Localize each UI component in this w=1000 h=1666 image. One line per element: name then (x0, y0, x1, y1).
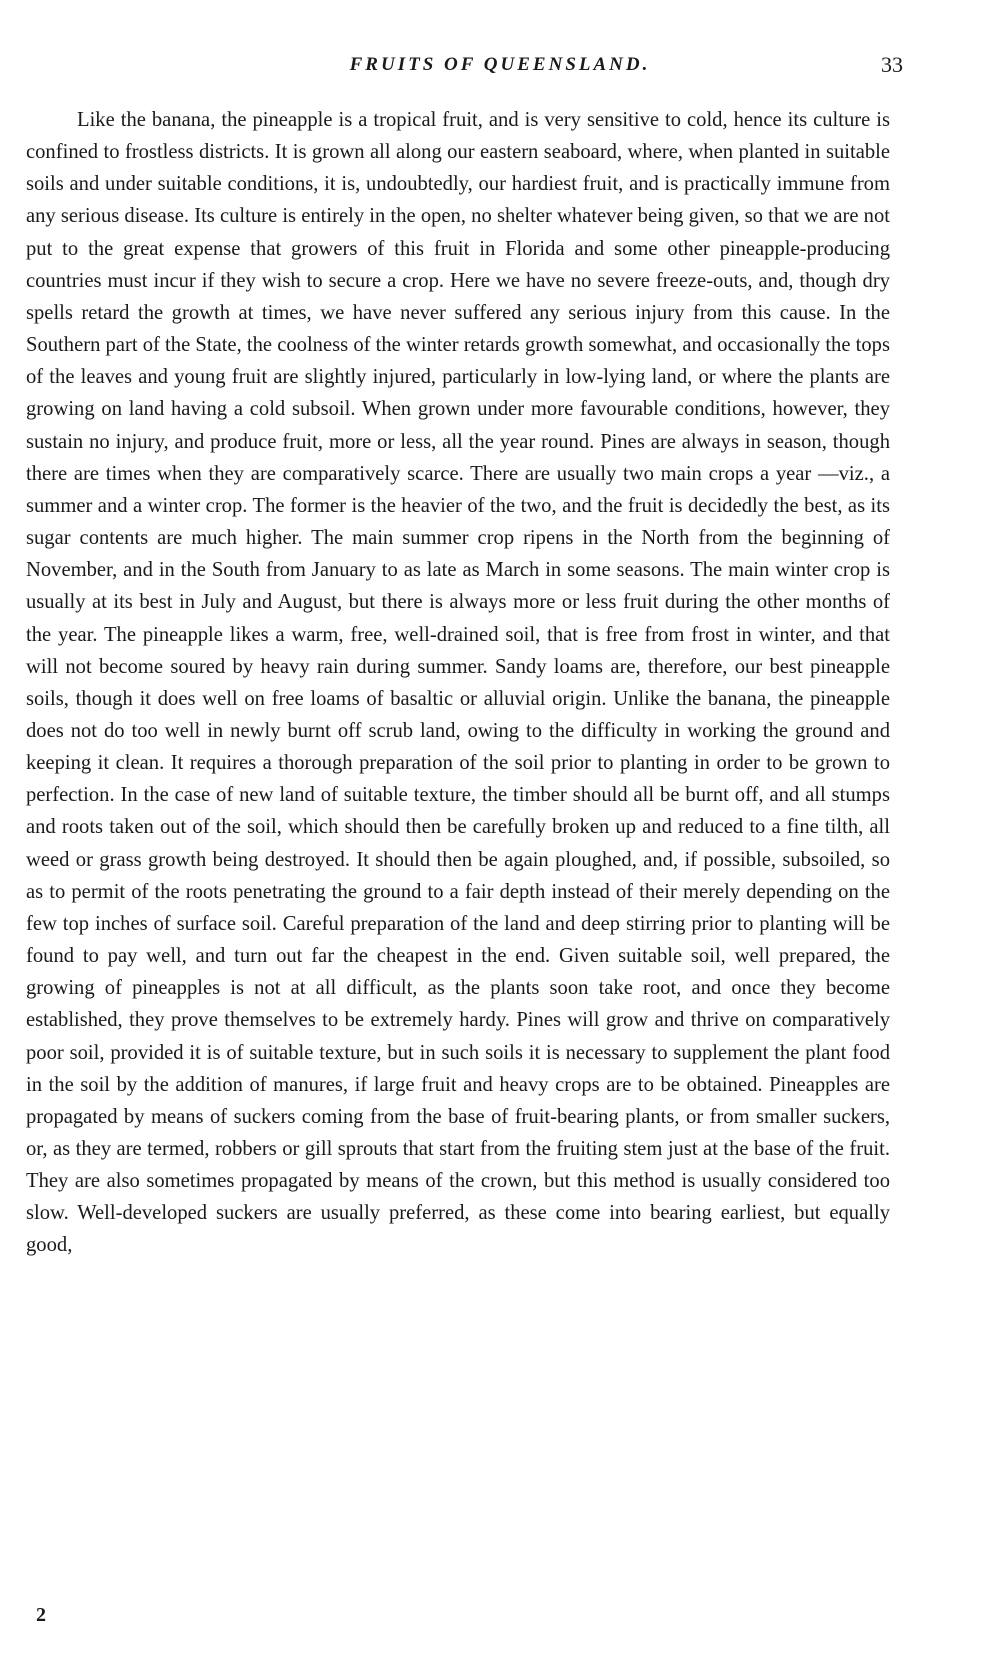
signature-mark: 2 (36, 1604, 46, 1626)
running-head (0, 50, 1000, 90)
body-paragraph: Like the banana, the pineapple is a tropical fruit, and is very sensitive to cold, hence its culture is confined to frostless districts. It is grown all along our eastern seaboard, where, when planted in suitable soils and under suitable conditions, it is, undoubtedly, our hardiest fruit, and is practically immune from any serious disease. Its culture is entirely in the open, no shelter whatever being given, so that we are not put to the great expense that growers of this fruit in Florida and some other pineapple-producing countries must incur if they wish to secure a crop. Here we have no severe freeze-outs, and, though dry spells retard the growth at times, we have never suffered any serious injury from this cause. In the Southern part of the State, the coolness of the winter retards growth somewhat, and occasionally the tops of the leaves and young fruit are slightly injured, particularly in low-lying land, or where the plants are growing on land having a cold subsoil. When grown under more favourable conditions, however, they sustain no injury, and produce fruit, more or less, all the year round. Pines are always in season, though there are times when they are comparatively scarce. There are usually two main crops a year —viz., a summer and a winter crop. The former is the heavier of the two, and the fruit is decidedly the best, as its sugar contents are much higher. The main summer crop ripens in the North from the beginning of November, and in the South from January to as late as March in some seasons. The main winter crop is usually at its best in July and August, but there is always more or less fruit during the other months of the year. The pineapple likes a warm, free, well-drained soil, that is free from frost in winter, and that will not become soured by heavy rain during summer. Sandy loams are, therefore, our best pineapple soils, though it does well on free loams of basaltic or alluvial origin. Unlike the banana, the pineapple does not do too well in newly burnt off scrub land, owing to the difficulty in working the ground and keeping it clean. It requires a thorough preparation of the soil prior to planting in order to be grown to perfection. In the case of new land of suitable texture, the timber should all be burnt off, and all stumps and roots taken out of the soil, which should then be carefully broken up and reduced to a fine tilth, all weed or grass growth being destroyed. It should then be again ploughed, and, if possible, subsoiled, so as to permit of the roots penetrating the ground to a fair depth instead of their merely depending on the few top inches of surface soil. Careful preparation of the land and deep stirring prior to planting will be found to pay well, and turn out far the cheapest in the end. Given suitable soil, well prepared, the growing of pineapples is not at all difficult, as the plants soon take root, and once they become established, they prove themselves to be extremely hardy. Pines will grow and thrive on comparatively poor soil, provided it is of suitable texture, but in such soils it is necessary to supplement the plant food in the soil by the addition of manures, if large fruit and heavy crops are to be obtained. Pineapples are propagated by means of suckers coming from the base of fruit-bearing plants, or from smaller suckers, or, as they are termed, robbers or gill sprouts that start from the fruiting stem just at the base of the fruit. They are also sometimes propagated by means of the crown, but this method is usually considered too slow. Well-developed suckers are usually preferred, as these come into bearing earliest, but equally good, (26, 109, 890, 1257)
page-number: 33 (881, 52, 903, 77)
running-title: FRUITS OF QUEENSLAND. (349, 54, 651, 75)
